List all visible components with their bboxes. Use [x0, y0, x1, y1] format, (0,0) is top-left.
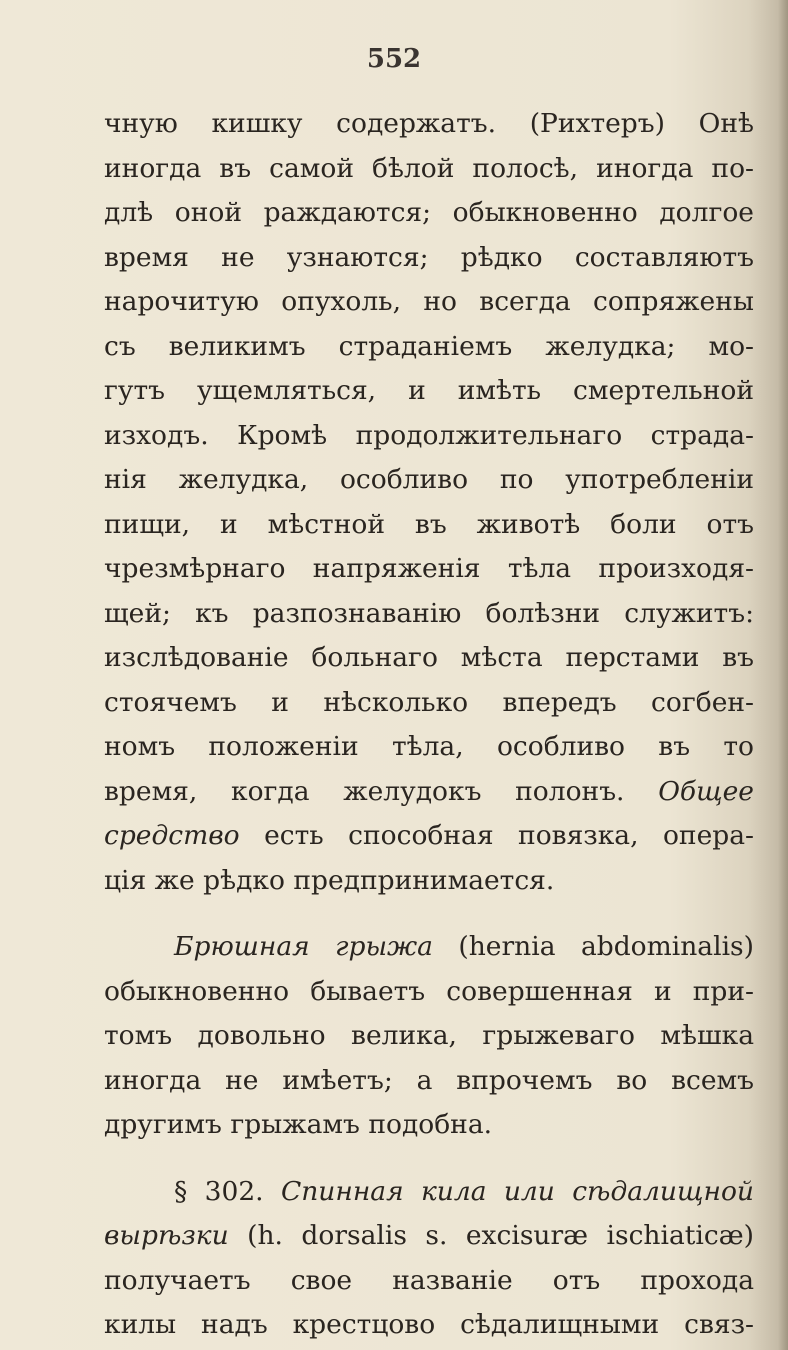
section-number: § 302.: [174, 1175, 264, 1207]
text-span: время, когда желудокъ полонъ.: [104, 775, 625, 807]
italic-term: вырѣзки: [104, 1220, 229, 1251]
italic-term: Общее: [658, 775, 754, 807]
text-line: получаетъ свое названіе отъ прохода: [104, 1264, 754, 1296]
text-line: обыкновенно бываетъ совершенная и при-: [104, 975, 754, 1007]
text-line: томъ довольно велика, грыжеваго мѣшка: [104, 1020, 754, 1051]
text-line: другимъ грыжамъ подобна.: [104, 1109, 493, 1140]
text-line: номъ положеніи тѣла, особливо въ то: [104, 731, 754, 762]
page-text: [104, 102, 754, 1348]
text-line: килы надъ крестцово сѣдалищными связ-: [104, 1309, 754, 1340]
text-line: [104, 925, 754, 970]
text-line: [104, 814, 754, 859]
text-line: иногда не имѣетъ; а впрочемъ во всемъ: [104, 1064, 754, 1096]
italic-term: средство: [104, 820, 240, 851]
italic-term: Брюшная грыжа: [174, 931, 433, 962]
text-line: длѣ оной раждаются; обыкновенно долгое: [104, 197, 754, 228]
italic-term: Спинная кила или сѣдалищной: [280, 1175, 754, 1207]
text-span: (hernia abdominalis): [458, 931, 754, 962]
text-line: время не узнаются; рѣдко составляютъ: [104, 241, 754, 273]
paragraph-gap: [104, 1148, 754, 1170]
text-line: [104, 770, 754, 815]
page-edge-shadow: [778, 0, 788, 1350]
text-line: нія желудка, особливо по употребленіи: [104, 464, 754, 495]
text-line: изслѣдованіе больнаго мѣста перстами въ: [104, 642, 754, 673]
text-line: [104, 1170, 754, 1215]
text-line: иногда въ самой бѣлой полосѣ, иногда по-: [104, 152, 754, 184]
text-line: нарочитую опухоль, но всегда сопряжены: [104, 286, 754, 317]
text-line: чную кишку содержатъ. (Рихтеръ) Онѣ: [104, 108, 754, 139]
text-line: щей; къ разпознаванію болѣзни служитъ:: [104, 597, 754, 629]
text-line: съ великимъ страданіемъ желудка; мо-: [104, 330, 754, 362]
text-line: изходъ. Кромѣ продолжительнаго страда-: [104, 419, 754, 451]
text-line: пищи, и мѣстной въ животѣ боли отъ: [104, 508, 754, 540]
text-line: чрезмѣрнаго напряженія тѣла произходя-: [104, 553, 754, 584]
text-line: стоячемъ и нѣсколько впередъ согбен-: [104, 686, 754, 718]
text-span: есть способная повязка, опера-: [264, 820, 754, 851]
text-span: (h. dorsalis s. excisuræ ischiaticæ): [247, 1220, 754, 1251]
text-line: [104, 1214, 754, 1259]
paragraph-gap: [104, 903, 754, 925]
page-number: 552: [366, 44, 422, 74]
text-line: гутъ ущемляться, и имѣть смертельной: [104, 375, 754, 406]
text-line: ція же рѣдко предпринимается.: [104, 864, 555, 896]
